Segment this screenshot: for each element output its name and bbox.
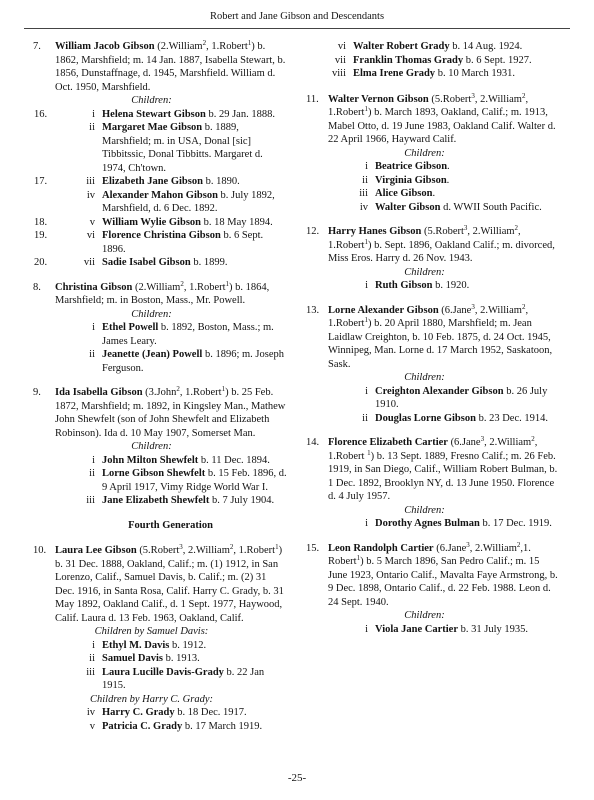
generation-superscript: 2 (521, 91, 526, 100)
child-name: Douglas Lorne Gibson (375, 412, 476, 424)
child-name: Sadie Isabel Gibson (102, 257, 191, 268)
generation-heading: Fourth Generation (128, 519, 213, 531)
entry-text: , 2.William (469, 542, 517, 554)
child-index (34, 175, 95, 189)
entry-paragraph (33, 279, 288, 308)
child-name: Viola Jane Cartier (375, 623, 459, 635)
child-details: b. 31 July 1935. (458, 623, 529, 635)
child-details: b. 1892, Boston, Mass.; m. James Leary. (102, 322, 274, 347)
child-name: Laura Lucille Davis-Grady (102, 666, 224, 678)
page-header: Robert and Jane Gibson and Descendants (24, 8, 570, 29)
entry-text: (6.Jane (438, 304, 472, 316)
child-entry (34, 256, 288, 270)
generation-superscript: 3 (480, 435, 485, 443)
person-entry (33, 281, 288, 376)
child-index (55, 494, 95, 508)
child-entry (55, 121, 288, 175)
generation-superscript: 2 (514, 224, 519, 232)
child-details: b. 18 Dec. 1917. (174, 707, 247, 718)
roman-numeral: i (92, 454, 95, 466)
person-entry (306, 436, 561, 531)
entry-paragraph (306, 91, 561, 147)
child-entry (34, 108, 288, 122)
entry-text: , 2.William (467, 226, 515, 237)
generation-superscript: 3 (463, 224, 468, 232)
entry-text: (5.Robert (428, 93, 472, 105)
children-heading: Children by Samuel Davis: (94, 626, 209, 637)
child-details: b. 17 March 1919. (182, 720, 263, 732)
child-details: b. 6 Sept. 1896. (102, 230, 264, 255)
child-entry (328, 385, 561, 412)
child-entry (328, 174, 561, 188)
child-index (55, 639, 95, 653)
child-name: Beatrice Gibson (375, 161, 448, 172)
child-details: b. 6 Sept. 1927. (463, 54, 532, 66)
generation-superscript: 3 (179, 543, 183, 551)
person-name: Lorne Alexander Gibson (328, 304, 439, 316)
roman-numeral: vii (83, 257, 95, 268)
child-index (306, 54, 346, 68)
person-entry (306, 542, 561, 637)
child-name: Florence Christina Gibson (102, 230, 221, 241)
child-index (55, 454, 95, 468)
entry-text: , 1.Robert (328, 93, 529, 118)
entry-text: (5.Robert (421, 226, 464, 237)
child-details: b. 26 July 1910. (375, 385, 548, 410)
generation-superscript: 2 (229, 543, 234, 551)
child-details: b. 1896; m. Joseph Ferguson. (102, 349, 284, 374)
entry-text: ,1. Robert (328, 542, 531, 567)
child-index (55, 666, 95, 680)
entry-text: , 1.Robert (183, 281, 226, 293)
generation-superscript: 2 (516, 540, 521, 549)
entry-text: (6.Jane (433, 542, 467, 554)
child-entry (328, 187, 561, 201)
entry-number: 12. (306, 226, 320, 237)
descendant-number: 18. (34, 216, 48, 228)
child-entry (55, 321, 288, 348)
child-index (34, 229, 95, 243)
entry-number: 10. (33, 545, 47, 556)
child-index (306, 67, 346, 81)
generation-superscript: 3 (466, 540, 470, 549)
child-name: Ethyl M. Davis (102, 639, 170, 651)
entry-text: , 1.Robert (206, 41, 248, 52)
child-index (55, 189, 95, 203)
entry-text: ) b. 1862, Marshfield; m. 14 Jan. 1887, Isabella Stewart, b. 1856, Dunstaffnage, d. 1945, Marshfield. William d. Oct. 1950, Marshfield. (55, 41, 286, 93)
entry-text: , 1.Robert (233, 545, 276, 556)
child-entry (328, 517, 561, 531)
entry-number: 7. (33, 41, 41, 52)
child-details: b. 10 March 1931. (435, 68, 515, 79)
children-heading: Children: (404, 504, 445, 516)
child-details: b. 29 Jan. 1888. (205, 108, 275, 120)
roman-numeral: vi (337, 41, 346, 52)
child-name: Franklin Thomas Grady (353, 54, 464, 66)
right-column (306, 40, 561, 647)
entry-text: , 1.Robert (328, 437, 538, 462)
child-name: Helena Stewart Gibson (102, 108, 206, 120)
child-details: b. 1889, Marshfield; m. in USA, Donal [sic] Tibbitssic, Donal Tibbitts. Margaret d. 1974, Ch'town. (102, 122, 263, 174)
person-entry (33, 386, 288, 508)
child-entry (55, 467, 288, 494)
child-entry (55, 639, 288, 653)
entry-number: 13. (306, 304, 320, 316)
person-name: Walter Vernon Gibson (328, 93, 429, 105)
entry-number: 14. (306, 437, 320, 448)
child-details: b. July 1892, Marshfield, d. 6 Dec. 1892. (102, 189, 275, 214)
children-heading: Children: (131, 441, 172, 452)
entry-paragraph (306, 302, 561, 372)
child-details: b. 1913. (162, 653, 200, 664)
child-name: Jeanette (Jean) Powell (102, 349, 203, 360)
roman-numeral: i (92, 639, 95, 651)
roman-numeral: ii (362, 412, 368, 424)
roman-numeral: ii (89, 122, 95, 133)
child-entry (306, 67, 561, 81)
entry-number: 15. (306, 542, 320, 554)
roman-numeral: i (92, 108, 95, 120)
roman-numeral: viii (331, 68, 346, 79)
roman-numeral: vii (334, 54, 346, 66)
child-name: Creighton Alexander Gibson (375, 385, 504, 397)
roman-numeral: ii (89, 653, 95, 664)
child-details: . (432, 188, 436, 199)
child-name: Walter Robert Grady (353, 41, 450, 52)
child-entry (55, 652, 288, 666)
entry-text: ) b. 31 Dec. 1888, Oakland, Calif.; m. (1) 1912, in San Lorenzo, Calif., Samuel Davis, b. Calif.; m. (2) 31 Dec. 1916, in Santa Rosa, Calif. Harry C. Grady, b. 31 May 1892, Oakland Calif., d. 1 Sept. 1977, Haywood, Calif. Laura d. 13 Feb. 1963, Oakland, Calif. (55, 545, 284, 624)
child-entry (55, 706, 288, 720)
entry-text: , 2.William (182, 545, 230, 556)
roman-numeral: i (365, 518, 368, 529)
child-name: Elma Irene Grady (353, 68, 436, 79)
child-entry (55, 666, 288, 693)
roman-numeral: i (365, 161, 368, 172)
roman-numeral: ii (89, 468, 95, 479)
child-name: Harry C. Grady (102, 707, 175, 718)
descendant-number: 17. (34, 176, 48, 187)
roman-numeral: iii (359, 188, 368, 199)
entry-text: , 2.William (484, 437, 532, 448)
entry-number: 8. (33, 281, 41, 293)
child-details: b. 22 Jan 1915. (102, 666, 265, 691)
child-entry (328, 412, 561, 426)
child-entry (34, 216, 288, 230)
person-name: Christina Gibson (55, 281, 133, 293)
child-name: Margaret Mae Gibson (102, 122, 203, 133)
descendant-number: 19. (34, 230, 48, 241)
children-heading: Children: (131, 308, 172, 320)
entry-paragraph (33, 385, 288, 440)
generation-superscript: 1 (364, 105, 368, 113)
person-name: Harry Hanes Gibson (328, 226, 422, 237)
child-name: Alexander Mahon Gibson (102, 189, 218, 201)
child-entry (328, 623, 561, 637)
entry-text: (2.William (132, 281, 181, 293)
entry-text: , 1.Robert (328, 304, 529, 329)
generation-superscript: 1 (364, 237, 368, 246)
child-index (328, 385, 368, 399)
child-details: b. 1912. (169, 639, 207, 651)
child-index (55, 652, 95, 666)
generation-superscript: 1 (275, 543, 279, 551)
descendant-number: 20. (34, 257, 48, 268)
child-entry (306, 54, 561, 68)
child-entry (55, 189, 288, 216)
entry-text: , 2.William (474, 304, 522, 316)
child-details: b. 18 May 1894. (201, 216, 273, 228)
child-index (328, 279, 368, 293)
child-entry (55, 454, 288, 468)
roman-numeral: i (365, 623, 368, 635)
child-index (55, 348, 95, 362)
child-index (328, 623, 368, 637)
entry-paragraph (33, 39, 288, 94)
child-name: Walter Gibson (375, 201, 441, 213)
child-entry (328, 201, 561, 215)
generation-superscript: 1 (367, 448, 371, 457)
child-name: Samuel Davis (102, 653, 163, 664)
child-index (328, 160, 368, 174)
entry-number: 9. (33, 387, 41, 398)
child-index (34, 108, 95, 122)
roman-numeral: iii (86, 666, 95, 678)
child-index (34, 256, 95, 270)
person-entry (33, 40, 288, 270)
children-heading: Children: (404, 372, 445, 383)
person-entry (306, 93, 561, 215)
person-name: Laura Lee Gibson (55, 545, 137, 556)
roman-numeral: iii (86, 495, 95, 506)
entry-number: 11. (306, 93, 319, 105)
child-entry (55, 348, 288, 375)
generation-superscript: 3 (471, 91, 475, 100)
generation-superscript: 2 (180, 279, 184, 288)
roman-numeral: v (89, 216, 95, 228)
child-index (328, 187, 368, 201)
child-details: b. 14 Aug. 1924. (449, 41, 523, 52)
roman-numeral: vi (86, 230, 95, 241)
generation-superscript: 2 (202, 39, 207, 47)
entry-text: ) b. March 1893, Oakland, Calif.; m. 1913, Mabel Otto, d. 19 June 1983, Oakland Calif. Walter d. 22 April 1966, Hayward Calif. (328, 107, 556, 145)
child-entry (55, 720, 288, 734)
generation-superscript: 1 (247, 39, 252, 47)
generation-superscript: 1 (225, 279, 230, 288)
entry-paragraph (33, 543, 288, 625)
roman-numeral: iii (86, 176, 95, 187)
child-index (55, 720, 95, 734)
child-name: Ethel Powell (102, 322, 159, 333)
person-name: Ida Isabella Gibson (55, 387, 143, 398)
children-heading: Children: (131, 95, 172, 106)
person-entry (306, 225, 561, 293)
generation-superscript: 1 (356, 554, 361, 562)
child-name: William Wylie Gibson (102, 216, 201, 228)
child-entry (55, 494, 288, 508)
generation-superscript: 2 (176, 385, 180, 393)
child-entry (306, 40, 561, 54)
child-details: b. 17 Dec. 1919. (479, 518, 552, 529)
children-heading: Children: (404, 610, 445, 621)
child-index (55, 467, 95, 481)
child-details: b. 7 July 1904. (209, 495, 275, 506)
person-name: William Jacob Gibson (55, 41, 155, 52)
child-name: Dorothy Agnes Bulman (375, 518, 480, 529)
child-name: Virginia Gibson (375, 174, 447, 186)
entry-text: ) b. Sept. 1896, Oakland Calif.; m. divorced, Miss Eros. Harry d. 26 Nov. 1943. (328, 239, 555, 264)
person-entry (306, 304, 561, 426)
roman-numeral: ii (362, 174, 368, 186)
generation-superscript: 3 (471, 302, 475, 311)
child-index (55, 706, 95, 720)
child-details: b. 11 Dec. 1894. (198, 454, 270, 466)
person-name: Florence Elizabeth Cartier (328, 437, 448, 448)
child-index (328, 412, 368, 426)
child-name: Elizabeth Jane Gibson (102, 176, 203, 187)
child-details: . (447, 161, 450, 172)
roman-numeral: v (89, 720, 95, 732)
entry-text: ) b. 20 April 1880, Marshfield; m. Jean Laidlaw Creighton, b. 10 Feb. 1875, d. 24 Oct. 1945, Winnipeg, Man. Lorne d. 17 March 1952, Saskatoon, Sask. (328, 318, 553, 370)
entry-text: ) b. 5 March 1896, San Pedro Calif.; m. 15 June 1923, Ontario Calif., Mavalta Faye Armstrong, b. 9 Dec. 1898, Ontario Calif., d. 22 Feb. 1988. Leon d. 24 Sept. 1940. (328, 556, 558, 608)
entry-text: ) b. 25 Feb. 1872, Marshfield; m. 1892, in Kingsley Man., Mathew John Shewfelt (son of John Shewfelt and Elizabeth Robinson). Ida d. 10 May 1907, Somerset Man. (55, 387, 286, 439)
children-heading: Children by Harry C. Grady: (90, 693, 213, 705)
entry-text: (5.Robert (136, 545, 180, 556)
child-name: Patricia C. Grady (102, 720, 183, 732)
children-heading: Children: (404, 147, 445, 159)
generation-superscript: 1 (221, 385, 226, 393)
entry-text: ) b. 1864, Marshfield; m. in Boston, Mass., Mr. Powell. (55, 281, 270, 306)
child-index (328, 201, 368, 215)
child-details: b. 1890. (202, 176, 240, 187)
generation-superscript: 1 (364, 316, 368, 324)
roman-numeral: i (365, 385, 368, 397)
child-details: b. 1920. (432, 280, 470, 291)
child-name: Lorne Gibson Shewfelt (102, 468, 206, 479)
child-entry (34, 229, 288, 256)
entry-paragraph (306, 224, 561, 266)
child-details: b. 23 Dec. 1914. (475, 412, 548, 424)
entry-text: , 1.Robert (179, 387, 222, 398)
entry-text: ) b. 13 Sept. 1889, Fresno Calif.; m. 26 Feb. 1919, in San Diego, Calif., William Robert Bulman, b. 1 Dec. 1892, Brooklyn NY, d. 13 June 1950. Florence d. 4 July 1957. (328, 450, 558, 502)
child-name: John Milton Shewfelt (102, 454, 199, 466)
child-name: Ruth Gibson (375, 280, 433, 291)
child-details: b. 15 Feb. 1896, d. 9 April 1917, Vimy Ridge World War I. (102, 468, 287, 493)
descendant-number: 16. (34, 108, 48, 120)
entry-paragraph (306, 435, 561, 504)
roman-numeral: ii (89, 349, 95, 360)
child-index (34, 216, 95, 230)
child-entry (328, 160, 561, 174)
entry-text: (6.Jane (447, 437, 481, 448)
child-index (306, 40, 346, 54)
entry-text: (3.John (142, 387, 177, 398)
roman-numeral: iv (86, 189, 95, 201)
entry-text: , 1.Robert (328, 226, 521, 251)
child-name: Jane Elizabeth Shewfelt (102, 495, 210, 506)
children-heading: Children: (404, 266, 445, 278)
roman-numeral: iv (86, 707, 95, 718)
child-index (55, 321, 95, 335)
generation-superscript: 2 (531, 435, 535, 443)
roman-numeral: i (365, 280, 368, 291)
roman-numeral: i (92, 322, 95, 333)
person-name: Leon Randolph Cartier (328, 542, 434, 554)
child-details: d. WWII South Pacific. (440, 201, 542, 213)
person-entry (33, 544, 288, 733)
child-index (328, 517, 368, 531)
child-index (55, 121, 95, 135)
roman-numeral: iv (359, 201, 368, 213)
continued-children (306, 40, 561, 81)
page-number: -25- (287, 772, 307, 784)
child-entry (34, 175, 288, 189)
child-name: Alice Gibson (375, 188, 433, 199)
left-column (33, 40, 288, 744)
generation-superscript: 2 (521, 302, 526, 311)
child-index (328, 174, 368, 188)
entry-paragraph (306, 540, 561, 610)
child-details: . (446, 174, 450, 186)
entry-text: , 2.William (474, 93, 522, 105)
child-details: b. 1899. (190, 257, 228, 268)
entry-text: (2.William (154, 41, 203, 52)
child-entry (328, 279, 561, 293)
